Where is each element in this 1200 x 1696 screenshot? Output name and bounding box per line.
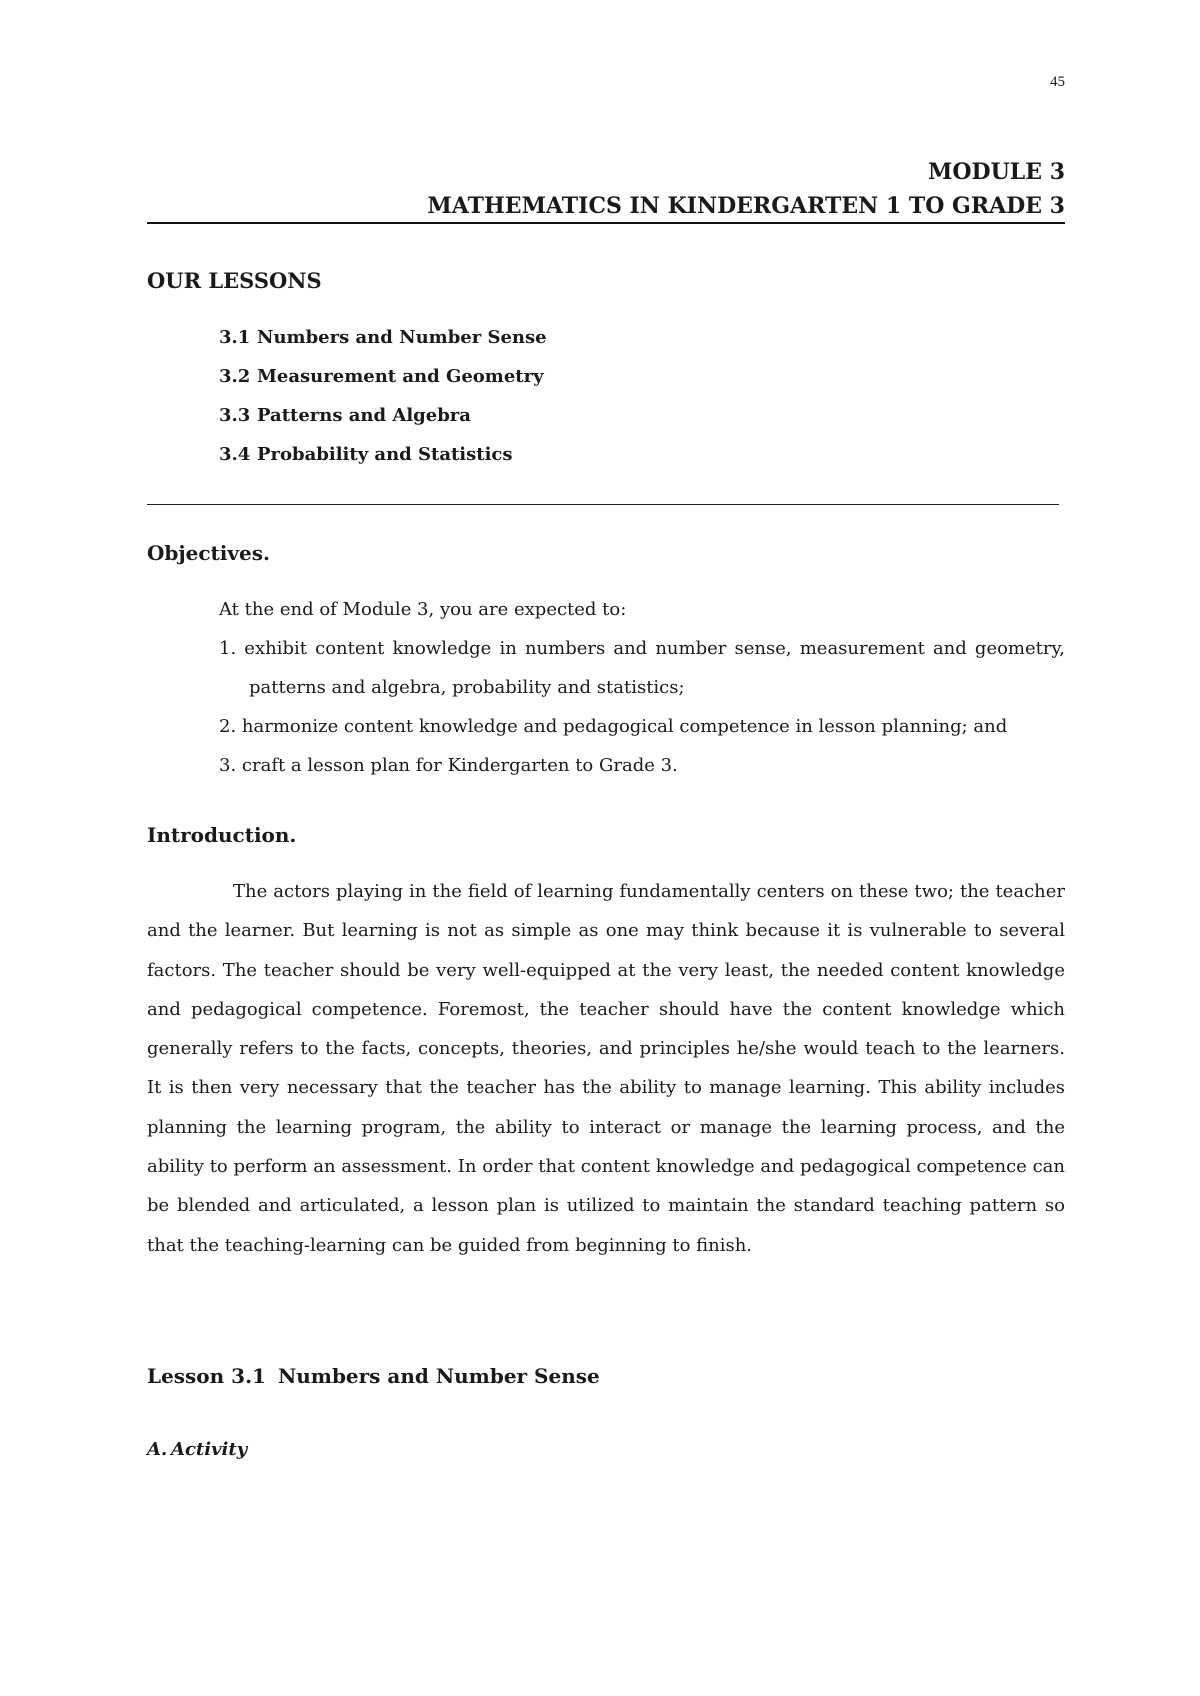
lesson-heading-number: Lesson 3.1	[147, 1364, 266, 1388]
objective-item: 3. craft a lesson plan for Kindergarten to Grade 3.	[219, 755, 678, 776]
lesson-item	[219, 364, 547, 403]
lesson-3-1-heading	[147, 1364, 600, 1388]
activity-letter: A.	[147, 1439, 168, 1460]
lesson-label: Measurement and Geometry	[257, 366, 544, 387]
lesson-number: 3.4	[219, 444, 251, 465]
module-subtitle: MATHEMATICS IN KINDERGARTEN 1 TO GRADE 3	[147, 190, 1065, 224]
module-header	[147, 156, 1065, 224]
lesson-item	[219, 325, 547, 364]
activity-heading	[147, 1439, 247, 1460]
objective-item: 2. harmonize content knowledge and pedagogical competence in lesson planning; and	[219, 716, 1008, 737]
lesson-heading-title: Numbers and Number Sense	[277, 1364, 600, 1388]
lesson-number: 3.1	[219, 327, 251, 348]
activity-title: Activity	[171, 1439, 248, 1460]
lesson-label: Probability and Statistics	[257, 444, 513, 465]
objectives-heading: Objectives.	[147, 541, 270, 565]
introduction-heading: Introduction.	[147, 823, 297, 847]
page-number: 45	[1050, 74, 1065, 90]
lesson-number: 3.3	[219, 405, 251, 426]
our-lessons-heading: OUR LESSONS	[147, 268, 322, 293]
section-divider	[147, 504, 1059, 505]
objectives-list	[219, 590, 1065, 785]
lesson-label: Patterns and Algebra	[257, 405, 471, 426]
lesson-number: 3.2	[219, 366, 251, 387]
module-title: MODULE 3	[928, 159, 1065, 185]
objectives-intro: At the end of Module 3, you are expected to:	[219, 599, 627, 620]
lessons-list	[219, 325, 547, 481]
lesson-item	[219, 442, 547, 481]
lesson-label: Numbers and Number Sense	[257, 327, 547, 348]
objective-item: 1. exhibit content knowledge in numbers and number sense, measurement and geometry, patterns and algebra, probability and statistics;	[219, 638, 1065, 698]
lesson-item	[219, 403, 547, 442]
introduction-paragraph: The actors playing in the field of learning fundamentally centers on these two; the teacher and the learner. But learning is not as simple as one may think because it is vulnerable to several factors. The teacher should be very well-equipped at the very least, the needed content knowledge and pedagogical competence. Foremost, the teacher should have the content knowledge which generally refers to the facts, concepts, theories, and principles he/she would teach to the learners. It is then very necessary that the teacher has the ability to manage learning. This ability includes planning the learning program, the ability to interact or manage the learning process, and the ability to perform an assessment. In order that content knowledge and pedagogical competence can be blended and articulated, a lesson plan is utilized to maintain the standard teaching pattern so that the teaching-learning can be guided from beginning to finish.	[147, 881, 1065, 1256]
